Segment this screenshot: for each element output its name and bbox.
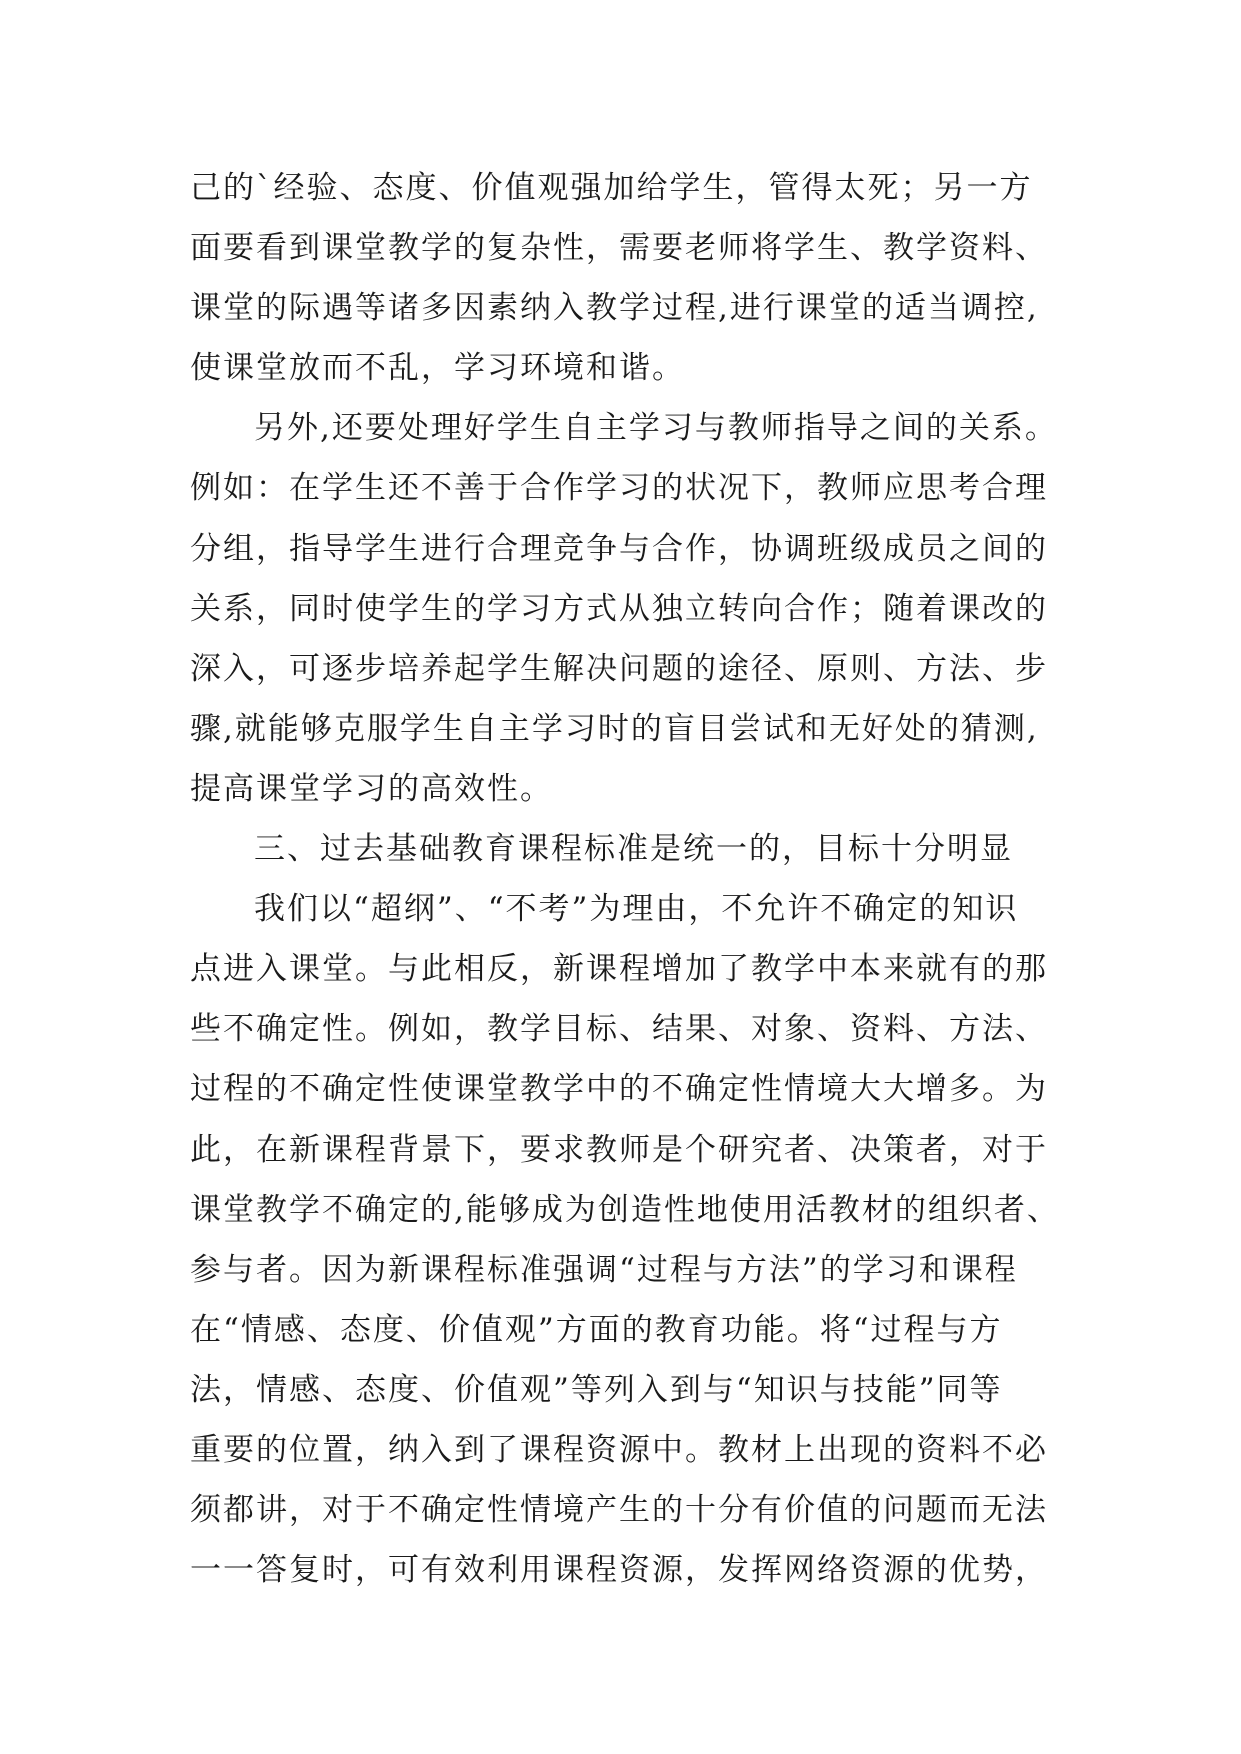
- text-line: 一一答复时，可有效利用课程资源，发挥网络资源的优势，: [190, 1552, 1048, 1589]
- text-line: 课堂教学不确定的,能够成为创造性地使用活教材的组织者、: [190, 1191, 1060, 1228]
- text-line: 过程的不确定性使课堂教学中的不确定性情境大大增多。为: [190, 1071, 1048, 1108]
- text-line: 此，在新课程背景下，要求教师是个研究者、决策者，对于: [190, 1131, 1048, 1168]
- text-line: 提高课堂学习的高效性。: [190, 770, 553, 807]
- text-line: 骤,就能够克服学生自主学习时的盲目尝试和无好处的猜测,: [190, 710, 1039, 747]
- paragraph-first-line: 另外,还要处理好学生自主学习与教师指导之间的关系。: [254, 410, 1058, 447]
- text-line: 须都讲，对于不确定性情境产生的十分有价值的问题而无法: [190, 1492, 1048, 1529]
- text-line: 使课堂放而不乱，学习环境和谐。: [190, 350, 685, 387]
- paragraph-first-line: 我们以“超纲”、“不考”为理由，不允许不确定的知识: [254, 891, 1019, 928]
- text-line: 分组，指导学生进行合理竞争与合作，协调班级成员之间的: [190, 530, 1048, 567]
- text-line: 己的`经验、态度、价值观强加给学生，管得太死；另一方: [190, 170, 1033, 206]
- text-line: 点进入课堂。与此相反，新课程增加了教学中本来就有的那: [190, 951, 1048, 988]
- text-line: 深入，可逐步培养起学生解决问题的途径、原则、方法、步: [190, 650, 1048, 687]
- text-line: 关系，同时使学生的学习方式从独立转向合作；随着课改的: [190, 590, 1048, 627]
- text-line: 面要看到课堂教学的复杂性，需要老师将学生、教学资料、: [190, 230, 1048, 267]
- text-line: 重要的位置，纳入到了课程资源中。教材上出现的资料不必: [190, 1431, 1048, 1468]
- text-line: 参与者。因为新课程标准强调“过程与方法”的学习和课程: [190, 1251, 1018, 1288]
- body-text: [190, 158, 1090, 1600]
- text-line: 法，情感、态度、价值观”等列入到与“知识与技能”同等: [190, 1371, 1003, 1408]
- text-line: 在“情感、态度、价值观”方面的教育功能。将“过程与方: [190, 1311, 1003, 1348]
- text-line: 例如：在学生还不善于合作学习的状况下，教师应思考合理: [190, 470, 1048, 507]
- text-line: 些不确定性。例如，教学目标、结果、对象、资料、方法、: [190, 1011, 1048, 1048]
- section-heading: 三、过去基础教育课程标准是统一的，目标十分明显: [254, 831, 1013, 868]
- text-line: 课堂的际遇等诸多因素纳入教学过程,进行课堂的适当调控,: [190, 290, 1039, 327]
